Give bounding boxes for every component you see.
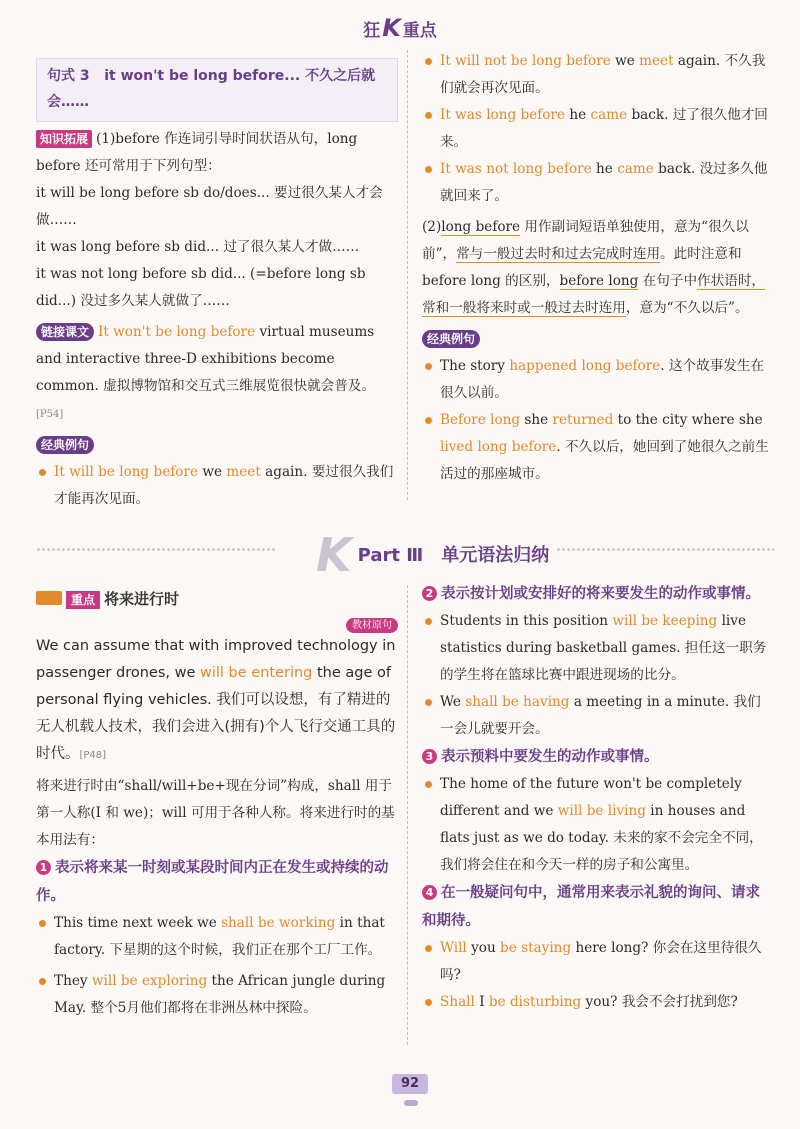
grammar-heading (36, 584, 398, 614)
left-top-column (36, 58, 398, 513)
example-text: live statistics during basketball games. 担任这一职务的学生将在篮球比赛中跟进现场的比分。 (440, 613, 767, 683)
example-highlight: It was not long before (440, 161, 592, 177)
right-top-column (422, 48, 774, 488)
usage-underlined: 作状语时，常和一般将来时或一般过去时连用 (422, 273, 766, 316)
usage-text: 用作副词短语单独使用，意为“很久以前”， (422, 219, 749, 262)
example-text: We (440, 694, 466, 710)
example-text: you? 我会不会打扰到您? (581, 994, 738, 1010)
right-bottom-column (422, 580, 774, 1016)
example-highlight: shall be working (221, 915, 336, 931)
example-text: again. 要过很久我们才能再次见面。 (54, 464, 394, 507)
footer-ornament (404, 1100, 418, 1106)
example-item (36, 459, 398, 513)
example-text: she (520, 412, 553, 428)
original-sentence-tag: 教材原句 (346, 618, 398, 633)
example-highlight: Before long (440, 412, 521, 428)
usage-number: 1 (36, 860, 51, 875)
usage-underlined: before long (559, 273, 639, 289)
usage-heading-text: 表示将来某一时刻或某段时间内正在发生或持续的动作。 (36, 860, 389, 904)
example-text: here long? 你会在这里待很久吗? (440, 940, 762, 983)
example-highlight: shall be having (465, 694, 570, 710)
usage-text: 。此时注意和 before long 的区别， (422, 246, 742, 289)
usage-number: 3 (422, 749, 437, 764)
example-item (422, 771, 774, 879)
usage-heading (422, 879, 774, 935)
link-rest: virtual museums and interactive three-D exhibitions become common. 虚拟博物馆和交互式三维展览很快就会普及。 (36, 324, 376, 394)
usage-text: 在句子中 (638, 273, 698, 289)
original-text: the age of personal flying vehicles. (36, 665, 392, 708)
header-k-logo: K (382, 14, 401, 42)
usage-heading (422, 743, 774, 771)
pattern-label: 句式 3 (47, 68, 90, 84)
example-text: The story (440, 358, 510, 374)
dotted-rule-right (556, 547, 774, 553)
usage-heading-text: 表示按计划或安排好的将来要发生的动作或事情。 (441, 586, 760, 602)
example-text: the African jungle during May. 整个5月他们都将在非洲丛林中探险。 (54, 973, 386, 1016)
example-tag-row (36, 432, 398, 459)
example-text: in houses and flats just as we do today. 未来的家不会完全不同，我们将会住在和今天一样的房子和公寓里。 (440, 803, 763, 873)
example-text: This time next week we (54, 915, 222, 931)
example-tag: 经典例句 (422, 330, 480, 348)
usage-number: 4 (422, 885, 437, 900)
example-highlight: Will (440, 940, 467, 956)
example-highlight: Shall (440, 994, 475, 1010)
example-item (422, 353, 774, 407)
example-text: . 这个故事发生在很久以前。 (440, 358, 765, 401)
example-highlight: be staying (500, 940, 572, 956)
pattern-line: it was long before sb did... 过了很久某人才做…… (36, 239, 360, 255)
example-item (422, 689, 774, 743)
source-ref: [P54] (36, 409, 64, 420)
example-tag: 经典例句 (36, 436, 94, 454)
part-section-header (36, 520, 774, 580)
example-text: he (565, 107, 591, 123)
example-highlight: It was long before (440, 107, 566, 123)
example-tag-row (422, 326, 774, 353)
usage-heading-text: 表示预料中要发生的动作或事情。 (441, 749, 659, 765)
example-text: a meeting in a minute. 我们一会儿就要开会。 (440, 694, 761, 737)
example-text: back. 过了很久他才回来。 (440, 107, 768, 150)
example-highlight: will be living (557, 803, 646, 819)
example-text: to the city where she (613, 412, 763, 428)
column-divider-bottom (407, 585, 408, 1045)
example-text: The home of the future won't be completely different and we (440, 776, 742, 819)
pattern-text: it won't be long before... 不久之后就会…… (47, 68, 376, 110)
example-item (422, 608, 774, 689)
example-highlight: returned (552, 412, 614, 428)
example-text: Students in this position (440, 613, 613, 629)
link-highlight: It won't be long before (98, 324, 256, 340)
example-item (422, 102, 774, 156)
sentence-pattern-box (36, 58, 398, 122)
usage-paragraph (422, 214, 774, 322)
example-highlight: came (590, 107, 628, 123)
link-text (36, 319, 398, 428)
example-text: you (466, 940, 501, 956)
left-bottom-column (36, 584, 398, 1022)
dotted-rule-left (36, 547, 276, 553)
example-text: he (591, 161, 618, 177)
example-highlight: happened long before (509, 358, 661, 374)
pattern-line: it will be long before sb do/does... 要过很久某人才会做…… (36, 185, 383, 228)
example-item (422, 407, 774, 488)
example-text: . 不久以后，她回到了她很久之前生活过的那座城市。 (440, 439, 769, 482)
example-text: in that factory. 下星期的这个时候，我们正在那个工厂工作。 (54, 915, 385, 958)
header-right: 重点 (402, 21, 437, 41)
example-highlight: came (617, 161, 654, 177)
part-title-text: Part Ⅲ 单元语法归纳 (357, 545, 550, 566)
pattern-line: it was not long before sb did... (=before long sb did...) 没过多久某人就做了…… (36, 266, 366, 309)
form-description: 将来进行时由“shall/will+be+现在分词”构成，shall 用于第一人称(I 和 we)；will 可用于各种人称。将来进行时的基本用法有： (36, 778, 395, 848)
part-title (316, 528, 549, 582)
example-item (36, 968, 398, 1022)
example-text: back. 没过多久他就回来了。 (440, 161, 768, 204)
grammar-title: 将来进行时 (104, 590, 180, 608)
example-item (422, 935, 774, 989)
page-number: 92 (392, 1074, 428, 1094)
book-icon (36, 591, 62, 605)
example-highlight: will be keeping (612, 613, 718, 629)
example-highlight: It will not be long before (440, 53, 611, 69)
original-sentence (36, 633, 398, 769)
page-header (0, 14, 800, 42)
example-item (422, 48, 774, 102)
example-item (422, 989, 774, 1016)
source-ref: [P48] (79, 750, 107, 761)
usage-heading (36, 854, 398, 910)
usage-underlined: 常与一般过去时和过去完成时连用 (456, 246, 661, 262)
part-k-logo: K (316, 528, 352, 582)
example-highlight: It will be long before (54, 464, 199, 480)
knowledge-intro (36, 126, 398, 180)
usage-underlined: long before (441, 219, 521, 235)
textbook-original (36, 614, 398, 769)
example-highlight: lived long before (440, 439, 557, 455)
example-text: again. 不久我们就会再次见面。 (440, 53, 766, 96)
key-tag: 重点 (66, 591, 100, 609)
example-highlight: be disturbing (488, 994, 582, 1010)
header-left: 狂 (363, 21, 381, 41)
example-text: I (474, 994, 489, 1010)
example-text: They (54, 973, 92, 989)
usage-heading (422, 580, 774, 608)
usage-heading-text: 在一般疑问句中，通常用来表示礼貌的询问、请求和期待。 (422, 885, 760, 929)
usage-text: (2) (422, 219, 442, 235)
example-highlight: meet (639, 53, 674, 69)
example-item (422, 156, 774, 210)
original-highlight: will be entering (200, 665, 313, 681)
link-tag: 链接课文 (36, 323, 94, 341)
example-highlight: meet (226, 464, 261, 480)
example-item (36, 910, 398, 964)
column-divider-top (407, 50, 408, 500)
knowledge-tag: 知识拓展 (36, 130, 92, 148)
example-text: we (610, 53, 640, 69)
original-text: We can assume that with improved technology in passenger drones, we (36, 638, 396, 681)
example-highlight: will be exploring (91, 973, 208, 989)
example-text: we (198, 464, 227, 480)
usage-text: ，意为“不久以后”。 (625, 300, 749, 316)
usage-number: 2 (422, 586, 437, 601)
original-translation: 我们可以设想，有了精进的无人机载人技术，我们会进入(拥有)个人飞行交通工具的时代。 (36, 692, 396, 762)
knowledge-intro-text: (1)before 作连词引导时间状语从句，long before 还可常用于下列句型： (36, 131, 358, 174)
